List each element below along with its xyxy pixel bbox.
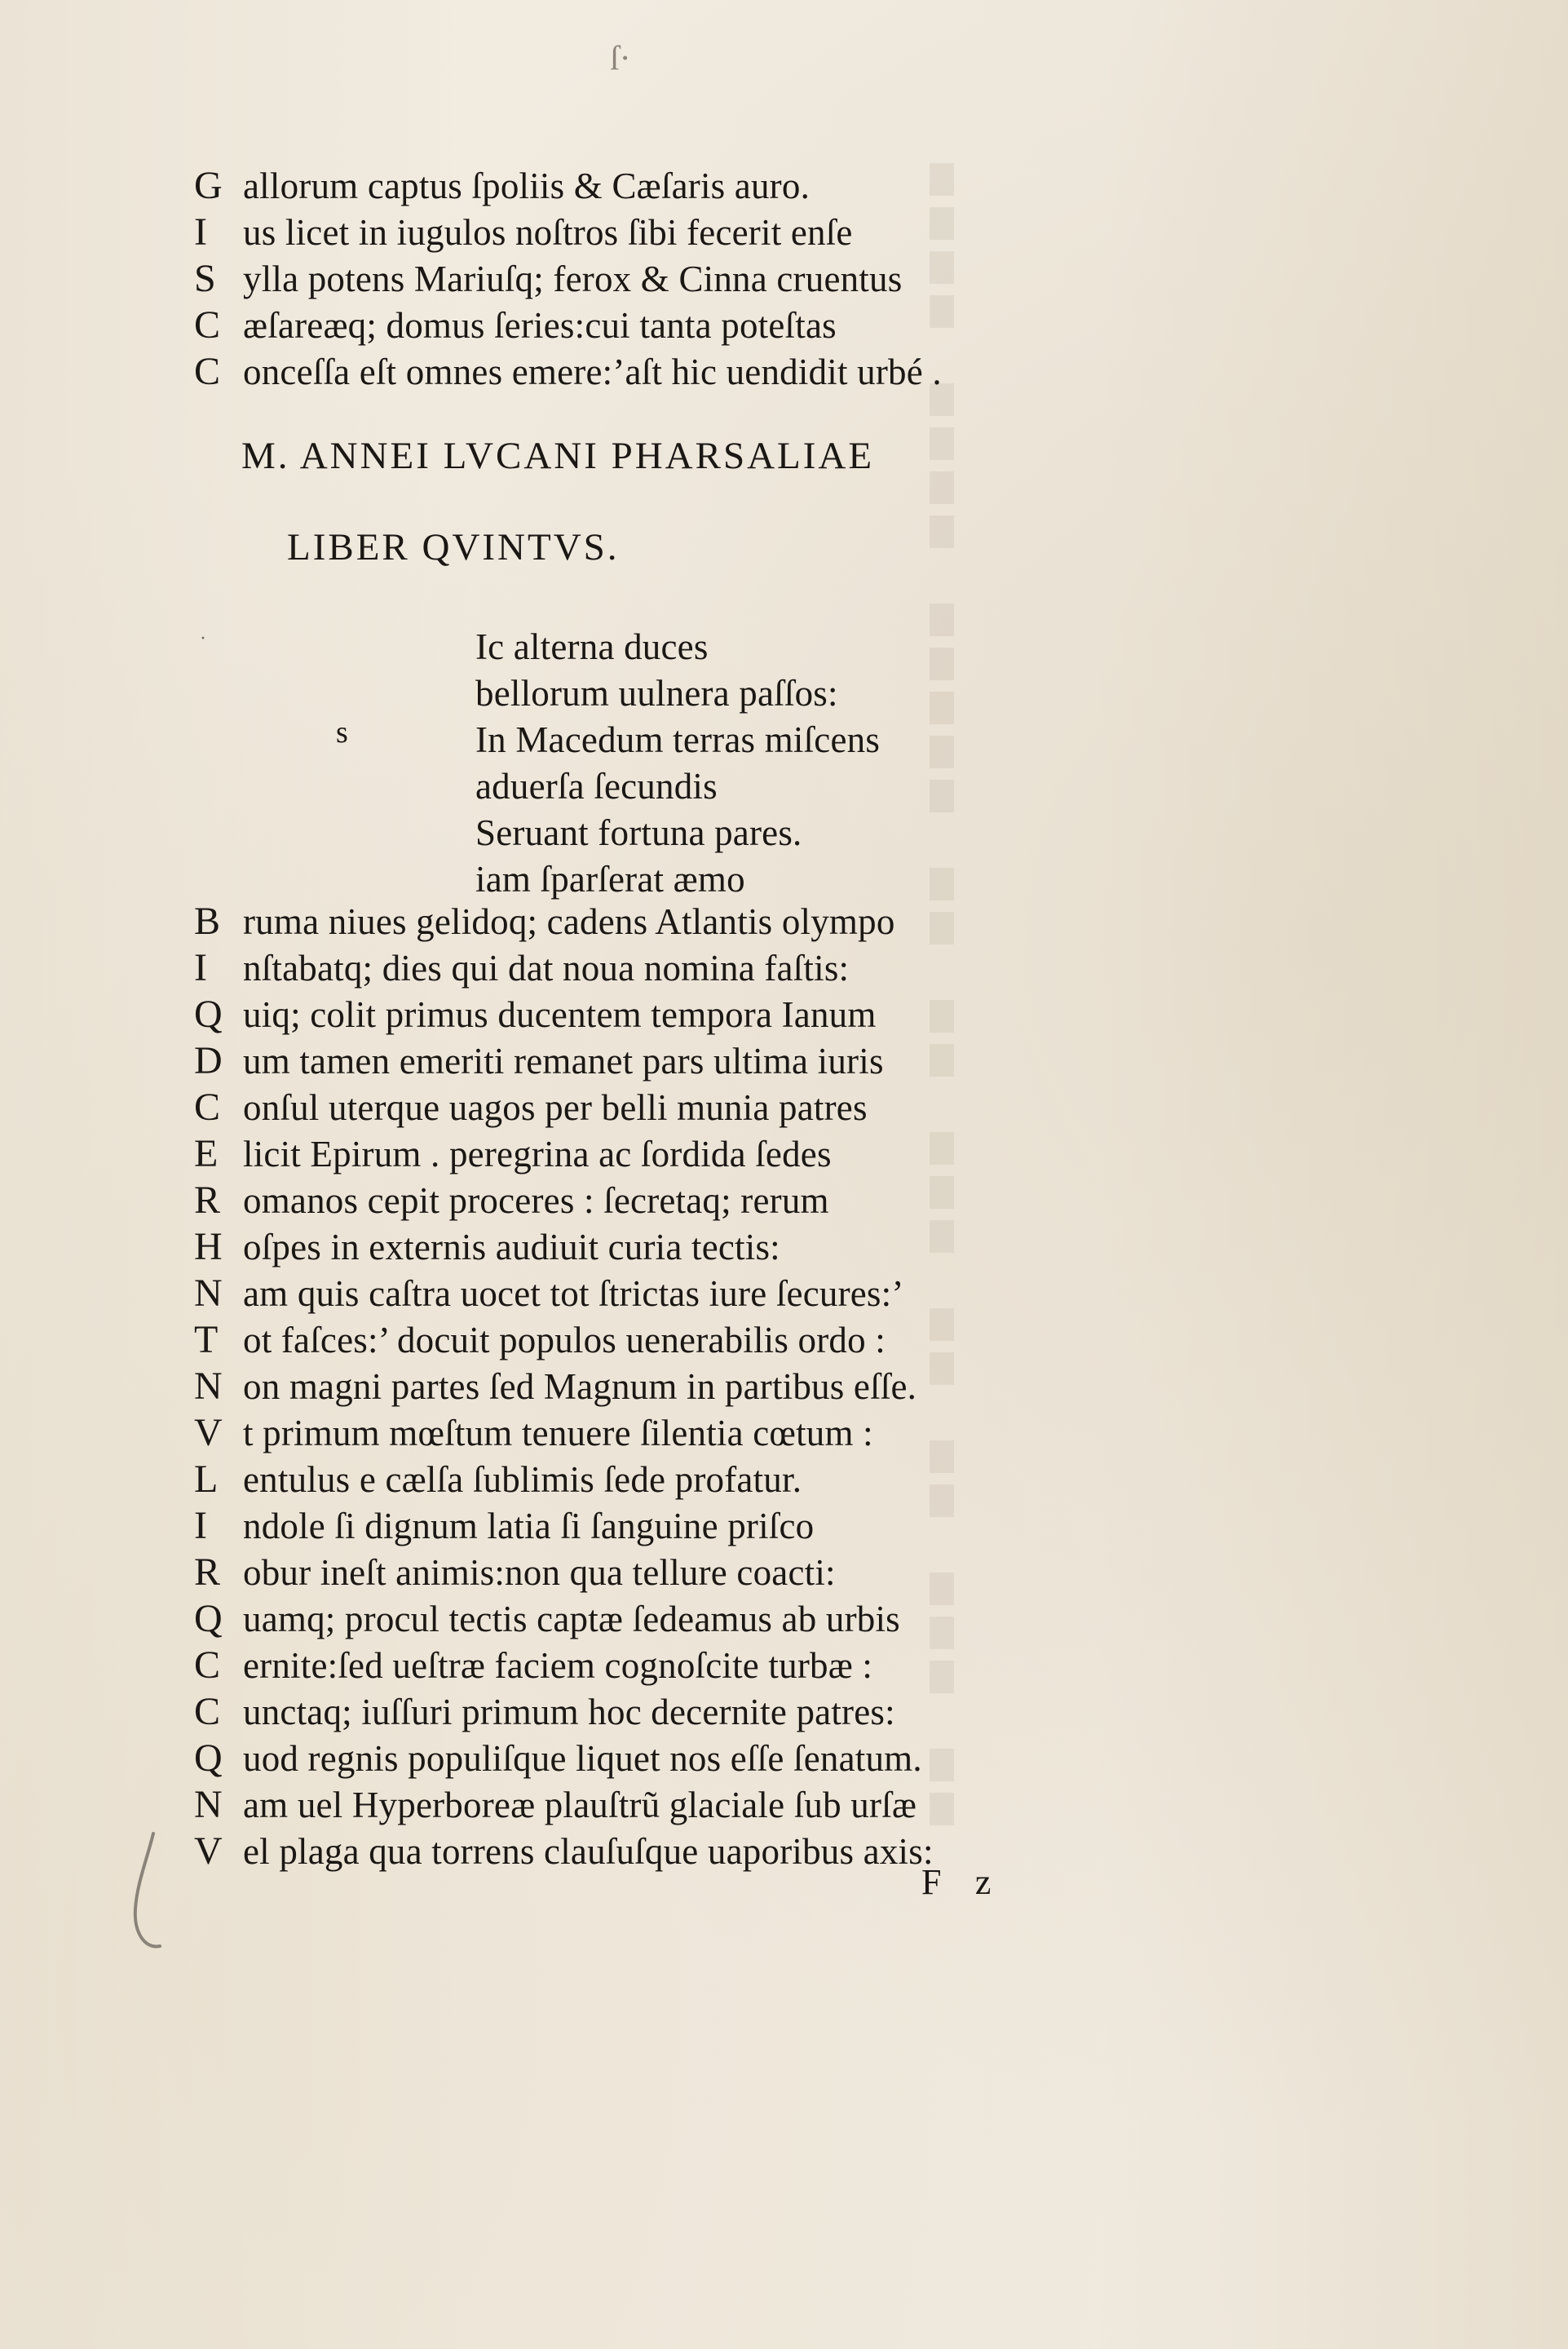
pencil-bracket-mark bbox=[122, 1827, 171, 1958]
verse-text: uamq; procul tectis captæ ſedeamus ab urbis bbox=[243, 1599, 900, 1639]
verse-initial: H bbox=[194, 1225, 223, 1268]
verse-line bbox=[194, 1038, 884, 1084]
verse-line bbox=[194, 210, 853, 255]
verse-initial: I bbox=[194, 946, 208, 989]
verse-text: el plaga qua torrens clauſuſque uaporibus axis: bbox=[243, 1831, 934, 1872]
verse-text: um tamen emeriti remanet pars ultima iuris bbox=[243, 1041, 884, 1082]
verse-initial: I bbox=[194, 1504, 208, 1547]
verse-line bbox=[194, 1178, 829, 1223]
verse-initial: G bbox=[194, 164, 223, 207]
verse-line bbox=[194, 1596, 900, 1642]
verse-initial: N bbox=[194, 1783, 223, 1826]
verse-initial: C bbox=[194, 303, 221, 347]
verse-text: ndole ſi dignum latia ſi ſanguine priſco bbox=[243, 1506, 815, 1546]
verse-text: ernite:ſed ueſtræ faciem cognoſcite turbæ : bbox=[243, 1645, 873, 1686]
verse-text: ylla potens Mariuſq; ferox & Cinna cruentus bbox=[243, 259, 903, 299]
verse-text: onceſſa eſt omnes emere:’aſt hic uendidit urbé . bbox=[243, 352, 942, 392]
verse-text: oſpes in externis audiuit curia tectis: bbox=[243, 1227, 780, 1267]
verse-text: omanos cepit proceres : ſecretaq; rerum bbox=[243, 1180, 829, 1221]
signature-mark: F z bbox=[921, 1862, 992, 1902]
show-through-decoration bbox=[921, 155, 1101, 1868]
verse-line bbox=[194, 1457, 802, 1502]
verse-text: nſtabatq; dies qui dat noua nomina faſtis: bbox=[243, 948, 850, 989]
verse-initial: R bbox=[194, 1179, 221, 1222]
verse-text: uiq; colit primus ducentem tempora Ianum bbox=[243, 994, 877, 1035]
verse-initial: V bbox=[194, 1411, 223, 1454]
verse-text: on magni partes ſed Magnum in partibus eſſe. bbox=[243, 1366, 917, 1407]
verse-text: us licet in iugulos noſtros ſibi fecerit enſe bbox=[243, 212, 853, 253]
verse-initial: L bbox=[194, 1458, 219, 1501]
verse-line bbox=[194, 349, 942, 395]
incipit-line: bellorum uulnera paſſos: bbox=[475, 673, 838, 714]
incipit-line: Seruant fortuna pares. bbox=[475, 812, 802, 853]
verse-line bbox=[194, 1317, 886, 1363]
verse-initial: E bbox=[194, 1132, 219, 1175]
guide-letter: s bbox=[336, 715, 348, 750]
verse-line bbox=[194, 1271, 904, 1316]
verse-initial: D bbox=[194, 1039, 223, 1082]
verse-line bbox=[194, 1410, 873, 1456]
verse-line bbox=[194, 1782, 917, 1828]
verse-line bbox=[194, 1550, 836, 1595]
verse-line bbox=[194, 899, 895, 944]
verse-initial: N bbox=[194, 1272, 223, 1315]
verse-initial: V bbox=[194, 1829, 223, 1873]
margin-dot: · bbox=[200, 628, 206, 649]
verse-text: onſul uterque uagos per belli munia patres bbox=[243, 1087, 868, 1128]
verse-initial: B bbox=[194, 900, 221, 943]
verse-text: ruma niues gelidoq; cadens Atlantis olympo bbox=[243, 901, 895, 942]
verse-line bbox=[194, 163, 810, 209]
verse-initial: N bbox=[194, 1365, 223, 1408]
verse-line bbox=[194, 1643, 872, 1688]
verse-text: am quis caſtra uocet tot ſtrictas iure ſecures:’ bbox=[243, 1273, 904, 1314]
incipit-line: iam ſparſerat æmo bbox=[475, 859, 745, 900]
verse-initial: I bbox=[194, 210, 208, 254]
verse-initial: Q bbox=[194, 993, 223, 1036]
verse-initial: Q bbox=[194, 1597, 223, 1640]
book-title-line-1: M. ANNEI LVCANI PHARSALIAE bbox=[241, 435, 875, 477]
verse-text: æſareæq; domus ſeries:cui tanta poteſtas bbox=[243, 305, 837, 346]
verse-line bbox=[194, 1131, 832, 1177]
verse-line bbox=[194, 1364, 917, 1409]
verse-line bbox=[194, 1689, 895, 1735]
verse-text: obur ineſt animis:non qua tellure coacti: bbox=[243, 1552, 836, 1593]
verse-text: am uel Hyperboreæ plauſtrũ glaciale ſub urſæ bbox=[243, 1785, 917, 1825]
incipit-line: In Macedum terras miſcens bbox=[475, 719, 881, 760]
verse-line bbox=[194, 1736, 922, 1781]
verse-initial: Q bbox=[194, 1736, 223, 1780]
verse-line bbox=[194, 256, 902, 302]
top-folio-mark: ſ· bbox=[610, 40, 631, 77]
verse-line bbox=[194, 945, 849, 991]
verse-text: entulus e cælſa ſublimis ſede profatur. bbox=[243, 1459, 802, 1500]
verse-text: t primum mœſtum tenuere ſilentia cœtum : bbox=[243, 1413, 873, 1453]
verse-line bbox=[194, 303, 837, 348]
verse-text: licit Epirum . peregrina ac ſordida ſedes bbox=[243, 1134, 832, 1174]
verse-line bbox=[194, 1085, 868, 1130]
verse-initial: S bbox=[194, 257, 216, 300]
book-title-line-2: LIBER QVINTVS. bbox=[287, 526, 620, 568]
verse-initial: C bbox=[194, 1643, 221, 1687]
verse-line bbox=[194, 1829, 934, 1874]
verse-initial: C bbox=[194, 1690, 221, 1733]
verse-text: uod regnis populiſque liquet nos eſſe ſenatum. bbox=[243, 1738, 922, 1779]
verse-text: allorum captus ſpoliis & Cæſaris auro. bbox=[243, 166, 811, 206]
incipit-line: aduerſa ſecundis bbox=[475, 766, 718, 807]
verse-line bbox=[194, 992, 877, 1037]
verse-initial: R bbox=[194, 1551, 221, 1594]
verse-line bbox=[194, 1503, 814, 1549]
verse-initial: C bbox=[194, 350, 221, 393]
verse-text: unctaq; iuſſuri primum hoc decernite patres: bbox=[243, 1692, 895, 1732]
verse-line bbox=[194, 1224, 780, 1270]
verse-text: ot faſces:’ docuit populos uenerabilis ordo : bbox=[243, 1320, 886, 1360]
verse-initial: T bbox=[194, 1318, 219, 1361]
incipit-line: Ic alterna duces bbox=[475, 626, 709, 667]
verse-initial: C bbox=[194, 1086, 221, 1129]
